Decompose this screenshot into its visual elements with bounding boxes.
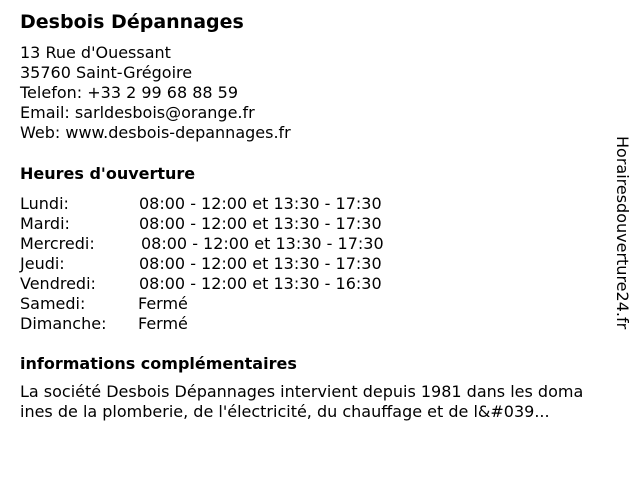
address-street: 13 Rue d'Ouessant: [20, 43, 171, 62]
day-hours: 08:00 - 12:00 et 13:30 - 17:30: [139, 254, 382, 273]
phone-line: Telefon: +33 2 99 68 88 59: [20, 83, 239, 102]
day-label: Lundi:: [20, 194, 69, 213]
contact-block: [20, 43, 291, 143]
hours-row-friday: [20, 274, 440, 294]
day-label: Jeudi:: [20, 254, 65, 273]
day-hours: Fermé: [138, 294, 188, 313]
site-watermark: Horairesdouverture24.fr: [613, 136, 632, 330]
day-hours: 08:00 - 12:00 et 13:30 - 16:30: [139, 274, 382, 293]
address-city: 35760 Saint-Grégoire: [20, 63, 193, 82]
additional-info-heading: informations complémentaires: [20, 354, 297, 373]
day-label: Mardi:: [20, 214, 70, 233]
day-label: Vendredi:: [20, 274, 96, 293]
email-line: Email: sarldesbois@orange.fr: [20, 103, 255, 122]
day-hours: 08:00 - 12:00 et 13:30 - 17:30: [139, 194, 382, 213]
hours-row-sunday: [20, 314, 440, 334]
day-label: Dimanche:: [20, 314, 107, 333]
opening-hours-table: [20, 194, 440, 334]
day-hours: 08:00 - 12:00 et 13:30 - 17:30: [141, 234, 384, 253]
business-name: Desbois Dépannages: [20, 11, 244, 33]
business-description: [20, 382, 620, 422]
description-line: La société Desbois Dépannages intervient depuis 1981 dans les doma: [20, 382, 584, 401]
hours-row-thursday: [20, 254, 440, 274]
day-hours: 08:00 - 12:00 et 13:30 - 17:30: [139, 214, 382, 233]
day-label: Mercredi:: [20, 234, 95, 253]
opening-hours-heading: Heures d'ouverture: [20, 164, 196, 183]
hours-row-wednesday: [20, 234, 440, 254]
web-line: Web: www.desbois-depannages.fr: [20, 123, 291, 142]
hours-row-tuesday: [20, 214, 440, 234]
description-line: ines de la plomberie, de l'électricité, du chauffage et de l&#039...: [20, 402, 550, 421]
day-hours: Fermé: [138, 314, 188, 333]
hours-row-saturday: [20, 294, 440, 314]
hours-row-monday: [20, 194, 440, 214]
day-label: Samedi:: [20, 294, 86, 313]
